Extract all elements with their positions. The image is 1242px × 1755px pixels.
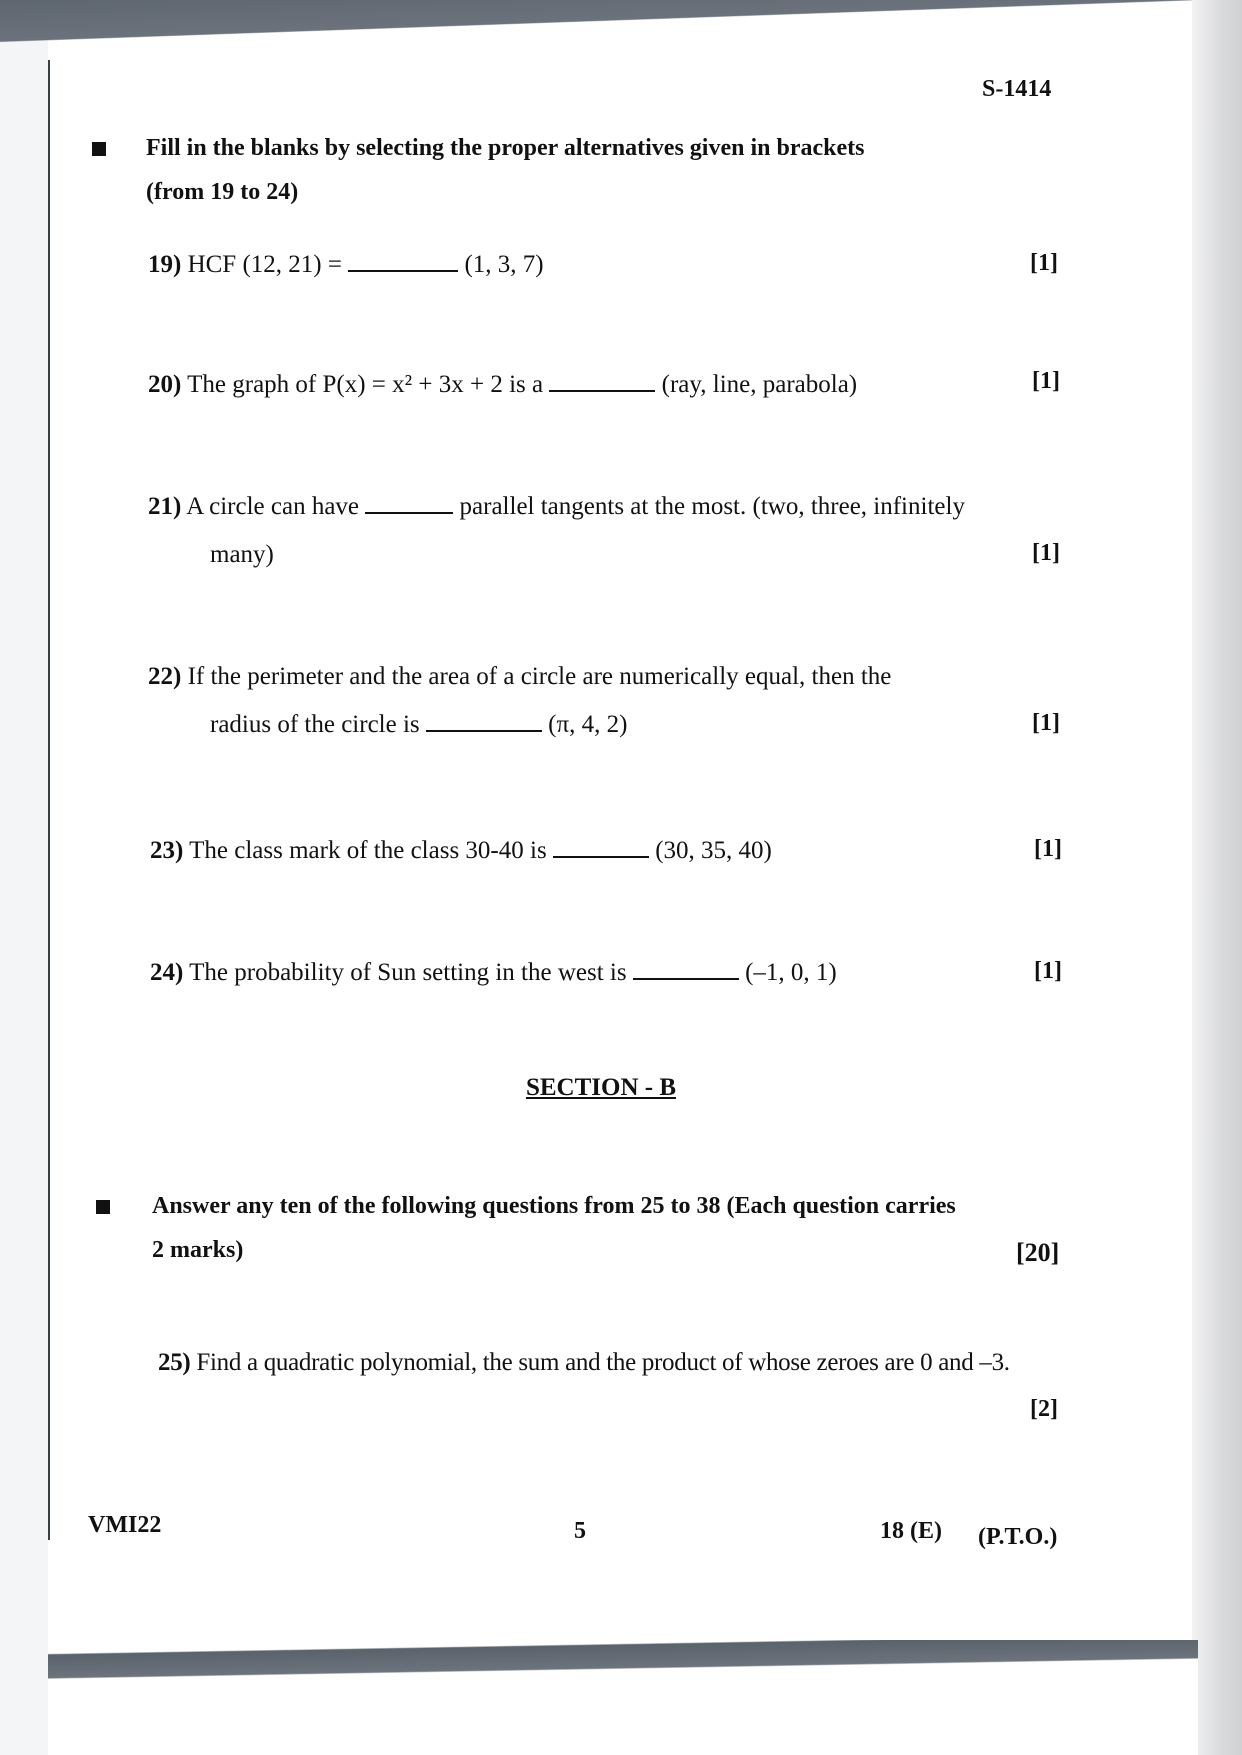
- answer-blank: [553, 836, 649, 858]
- question-text: HCF (12, 21) =: [187, 251, 342, 278]
- paper-code: S-1414: [982, 76, 1052, 102]
- instruction-line: Answer any ten of the following questions from 25 to 38 (Each question carries: [152, 1193, 956, 1219]
- instruction-line: (from 19 to 24): [146, 179, 299, 205]
- question-21-continued: many): [210, 541, 274, 568]
- bullet-icon: [92, 142, 106, 156]
- question-number: 25): [158, 1349, 191, 1376]
- question-number: 23): [150, 837, 184, 864]
- question-number: 24): [150, 959, 184, 986]
- question-marks: [1]: [1032, 540, 1060, 566]
- answer-blank: [633, 958, 739, 980]
- question-marks: [2]: [1030, 1396, 1058, 1422]
- question-25: [158, 1340, 1010, 1386]
- question-text: If the perimeter and the area of a circle are numerically equal, then the: [187, 663, 892, 690]
- question-marks: [1]: [1034, 836, 1062, 862]
- section-marks: [20]: [1016, 1238, 1060, 1267]
- question-text: The class mark of the class 30-40 is: [189, 837, 547, 864]
- question-number: 20): [148, 371, 182, 398]
- page-number: 5: [574, 1518, 586, 1544]
- answer-blank: [549, 370, 655, 392]
- question-text: Find a quadratic polynomial, the sum and the product of whose zeroes are 0 and –3.: [196, 1349, 1010, 1376]
- question-20: [148, 362, 857, 408]
- question-options: (30, 35, 40): [655, 837, 772, 864]
- footer-code: VMI22: [88, 1512, 162, 1538]
- question-24: [150, 950, 837, 996]
- answer-blank: [426, 710, 542, 732]
- question-options: parallel tangents at the most. (two, three, infinitely: [459, 493, 965, 520]
- question-number: 19): [148, 251, 182, 278]
- question-text: radius of the circle is: [210, 711, 420, 738]
- question-options: (π, 4, 2): [548, 711, 628, 738]
- instruction-line: Fill in the blanks by selecting the proper alternatives given in brackets: [146, 135, 865, 161]
- question-marks: [1]: [1032, 368, 1060, 394]
- answer-blank: [348, 250, 458, 272]
- question-marks: [1]: [1034, 958, 1062, 984]
- section-title-text: SECTION - B: [525, 1074, 677, 1101]
- question-number: 21): [148, 493, 182, 520]
- instruction-fill-blanks: [146, 126, 1006, 214]
- instruction-answer-any-ten: [152, 1184, 1072, 1272]
- question-23: [150, 828, 772, 874]
- question-22-continued: [210, 702, 627, 748]
- question-marks: [1]: [1032, 710, 1060, 736]
- bullet-icon: [96, 1200, 110, 1214]
- answer-blank: [365, 492, 453, 514]
- question-marks: [1]: [1030, 250, 1058, 276]
- section-title: [0, 1074, 1242, 1102]
- question-number: 22): [148, 663, 182, 690]
- question-text: A circle can have: [186, 493, 360, 520]
- question-text: The graph of P(x) = x² + 3x + 2 is a: [187, 371, 544, 398]
- footer-version: 18 (E): [880, 1518, 942, 1544]
- instruction-line: 2 marks): [152, 1237, 244, 1263]
- footer-pto: (P.T.O.): [978, 1524, 1058, 1550]
- question-options: (ray, line, parabola): [661, 371, 858, 398]
- question-options: (–1, 0, 1): [745, 959, 837, 986]
- question-19: [148, 242, 544, 288]
- question-21: [148, 484, 965, 530]
- question-options: (1, 3, 7): [464, 251, 544, 278]
- question-22: [148, 654, 891, 700]
- question-text: The probability of Sun setting in the west is: [189, 959, 627, 986]
